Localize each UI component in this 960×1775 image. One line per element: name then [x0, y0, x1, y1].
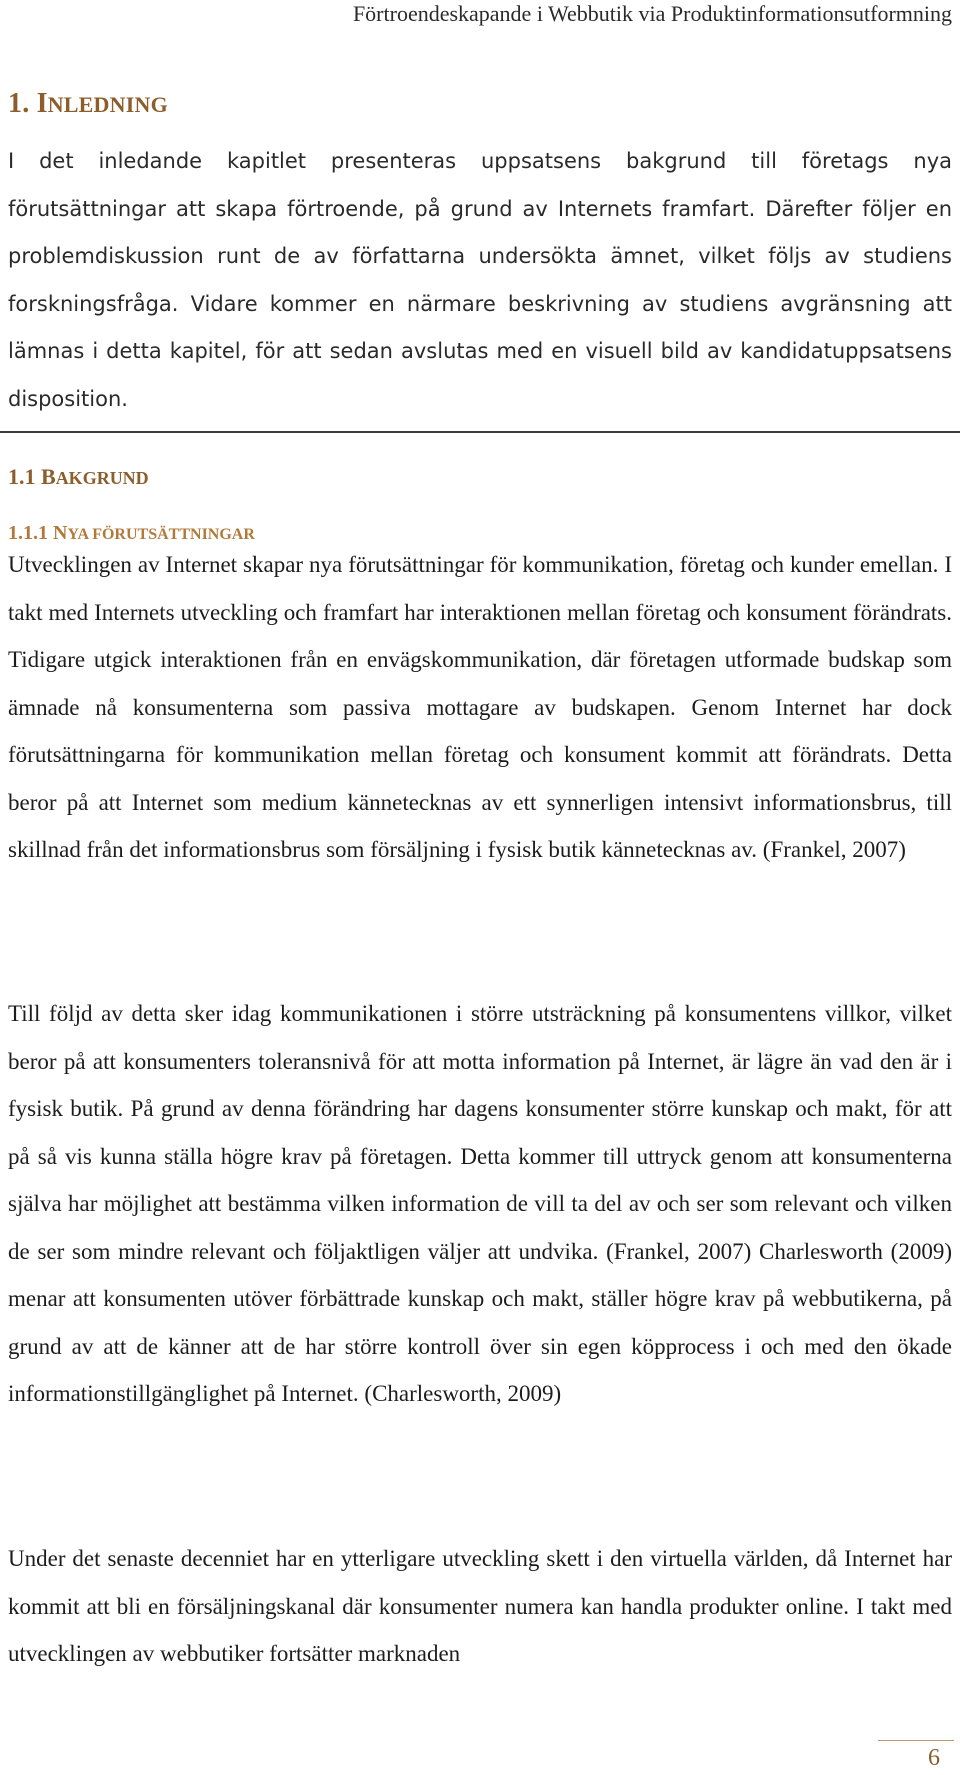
body-paragraph: Till följd av detta sker idag kommunikationen i större utsträckning på konsumentens villkor, vilket beror på att konsumenters toleransnivå för att motta information på Internet, är lägre än vad den är i fysisk butik. På grund av denna förändring har dagens konsumenter större kunskap och makt, för att på så vis kunna ställa högre krav på företagen. Detta kommer till uttryck genom att konsumenterna själva har möjlighet att bestämma vilken information de vill ta del av och ser som relevant och vilken de ser som mindre relevant och följaktligen väljer att undvika. (Frankel, 2007) Charlesworth (2009) menar att konsumenten utöver förbättrade kunskap och makt, ställer högre krav på webbutikerna, på grund av att de känner att de har större kontroll över sin egen köpprocess i och med den ökade informationstillgänglighet på Internet. (Charlesworth, 2009): [8, 1001, 952, 1406]
footer-divider: [878, 1740, 954, 1741]
subsection-number: 1.1.1: [8, 522, 48, 544]
chapter-title-rest: NLEDNING: [47, 92, 168, 117]
chapter-number: 1.: [8, 88, 30, 119]
chapter-intro-paragraph: I det inledande kapitlet presenteras uppsatsens bakgrund till företags nya förutsättningar att skapa förtroende, på grund av Internets framfart. Därefter följer en problemdiskussion runt de av författarna undersökta ämnet, vilket följs av studiens forskningsfråga. Vidare kommer en närmare beskrivning av studiens avgränsning att lämnas i detta kapitel, för att sedan avslutas med en visuell bild av kandidatuppsatsens disposition.: [8, 149, 952, 411]
section-number: 1.1: [8, 464, 36, 489]
section-title-initial: B: [41, 464, 56, 489]
page-number: 6: [928, 1745, 940, 1771]
section-heading: [8, 464, 149, 490]
running-header: Förtroendeskapande i Webbutik via Produktinformationsutformning: [352, 1, 952, 26]
body-paragraph: Utvecklingen av Internet skapar nya förutsättningar för kommunikation, företag och kunder emellan. I takt med Internets utveckling och framfart har interaktionen mellan företag och konsument förändrats. Tidigare utgick interaktionen från en envägskommunikation, där företagen utformade budskap som ämnade nå konsumenterna som passiva mottagare av budskapen. Genom Internet har dock förutsättningarna för kommunikation mellan företag och konsument kommit att förändrats. Detta beror på att Internet som medium kännetecknas av ett synnerligen intensivt informationsbrus, till skillnad från det informationsbrus som försäljning i fysisk butik kännetecknas av. (Frankel, 2007): [8, 552, 952, 862]
chapter-title-initial: I: [36, 88, 48, 119]
section-divider: [0, 431, 960, 433]
body-paragraph: Under det senaste decenniet har en ytterligare utveckling skett i den virtuella världen, då Internet har kommit att bli en försäljningskanal där konsumenter numera kan handla produkter online. I takt med utvecklingen av webbutiker fortsätter marknaden: [8, 1546, 952, 1666]
chapter-heading: [8, 88, 168, 120]
subsection-title-initial: N: [53, 522, 68, 544]
subsection-title-rest: YA FÖRUTSÄTTNINGAR: [67, 526, 255, 543]
section-title-rest: AKGRUND: [55, 468, 149, 488]
